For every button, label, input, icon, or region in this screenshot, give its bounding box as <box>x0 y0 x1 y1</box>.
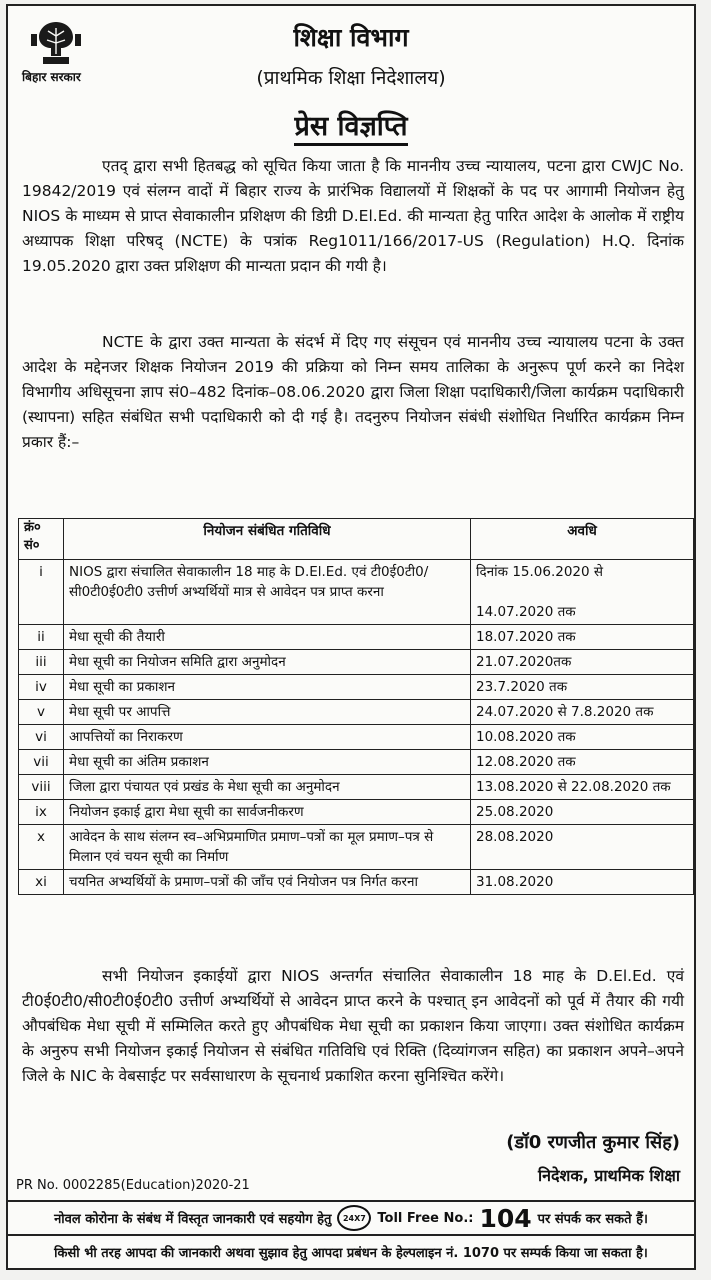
24x7-badge-icon: 24X7 <box>337 1205 371 1231</box>
pr-number: PR No. 0002285(Education)2020-21 <box>16 1178 250 1193</box>
table-header-row <box>19 519 694 560</box>
disaster-helpline-text: किसी भी तरह आपदा की जानकारी अथवा सुझाव हेतु आपदा प्रबंधन के हेल्पलाइन नं. 1070 पर सम्पर्क किया जा सकता है। <box>54 1246 648 1261</box>
row-serial: viii <box>19 775 64 800</box>
row-activity: चयनित अभ्यर्थियों के प्रमाण–पत्रों की जाँच एवं नियोजन पत्र निर्गत करना <box>64 870 471 895</box>
signatory-name: (डॉ0 रणजीत कुमार सिंह) <box>506 1132 680 1153</box>
press-release-sheet <box>6 4 696 1270</box>
row-serial: x <box>19 825 64 870</box>
table-row <box>19 750 694 775</box>
table-row <box>19 870 694 895</box>
table-row <box>19 775 694 800</box>
row-serial: iii <box>19 650 64 675</box>
row-activity: मेधा सूची का प्रकाशन <box>64 675 471 700</box>
disaster-helpline-banner <box>8 1234 694 1270</box>
table-row <box>19 625 694 650</box>
table-row <box>19 825 694 870</box>
period-header: अवधि <box>471 519 694 560</box>
activity-header: नियोजन संबंधित गतिविधि <box>64 519 471 560</box>
row-serial: iv <box>19 675 64 700</box>
row-period: दिनांक 15.06.2020 से 14.07.2020 तक <box>471 560 694 625</box>
row-period: 10.08.2020 तक <box>471 725 694 750</box>
serial-header: क्रं० सं० <box>19 519 64 560</box>
row-activity: आपत्तियों का निराकरण <box>64 725 471 750</box>
row-period: 21.07.2020तक <box>471 650 694 675</box>
row-serial: vi <box>19 725 64 750</box>
department-title: शिक्षा विभाग <box>293 23 409 52</box>
row-serial: xi <box>19 870 64 895</box>
row-activity: जिला द्वारा पंचायत एवं प्रखंड के मेधा सूची का अनुमोदन <box>64 775 471 800</box>
row-period: 24.07.2020 से 7.8.2020 तक <box>471 700 694 725</box>
table-row <box>19 675 694 700</box>
row-activity: NIOS द्वारा संचालित सेवाकालीन 18 माह के D.El.Ed. एवं टी0ई0टी0/सी0टी0ई0टी0 उत्तीर्ण अभ्यर्थियों मात्र से आवेदन पत्र प्राप्त करना <box>64 560 471 625</box>
toll-free-label: Toll Free No.: <box>377 1210 474 1226</box>
row-period: 12.08.2020 तक <box>471 750 694 775</box>
table-row <box>19 560 694 625</box>
row-serial: vii <box>19 750 64 775</box>
table-row <box>19 700 694 725</box>
closing-paragraph: सभी नियोजन इकाईयों द्वारा NIOS अन्तर्गत संचालित सेवाकालीन 18 माह के D.El.Ed. एवं टी0ई0टी0/सी0टी0ई0टी0 उत्तीर्ण अभ्यर्थियों से आवेदन प्राप्त करने के पश्चात् इन आवेदनों को पूर्व में तैयार की गयी औपबंधिक मेधा सूची में सम्मिलित करते हुए औपबंधिक मेधा सूची का प्रकाशन किया जाएगा। उक्त संशोधित कार्यक्रम के अनुरुप सभी नियोजन इकाई नियोजन से संबंधित गतिविधि एवं रिक्ति (दिव्यांगजन सहित) का प्रकाशन अपने–अपने जिले के NIC के वेबसाईट पर सर्वसाधारण के सूचनार्थ प्रकाशित करना सुनिश्चित करेंगे। <box>22 967 684 1085</box>
row-period: 25.08.2020 <box>471 800 694 825</box>
row-period: 23.7.2020 तक <box>471 675 694 700</box>
row-period: 28.08.2020 <box>471 825 694 870</box>
schedule-table <box>18 518 694 895</box>
signature-block <box>506 1130 680 1186</box>
row-period: 18.07.2020 तक <box>471 625 694 650</box>
logo-caption: बिहार सरकार <box>22 70 81 84</box>
directorate-subtitle: (प्राथमिक शिक्षा निदेशालय) <box>256 67 446 89</box>
row-serial: i <box>19 560 64 625</box>
row-serial: ii <box>19 625 64 650</box>
directive-paragraph: NCTE के द्वारा उक्त मान्यता के संदर्भ में दिए गए संसूचन एवं माननीय उच्च न्यायालय पटना के उक्त आदेश के मद्देनजर शिक्षक नियोजन 2019 की प्रक्रिया को निम्न समय तालिका के अनुरूप पूर्ण करने का निदेश विभागीय अधिसूचना ज्ञाप सं0–482 दिनांक–08.06.2020 द्वारा जिला शिक्षा पदाधिकारी/जिला कार्यक्रम पदाधिकारी (स्थापना) सहित संबंधित सभी पदाधिकारी को दी गई है। तदनुरुप नियोजन संबंधी संशोधित निर्धारित कार्यक्रम निम्न प्रकार हैं:– <box>22 333 684 451</box>
row-activity: नियोजन इकाई द्वारा मेधा सूची का सार्वजनीकरण <box>64 800 471 825</box>
table-row <box>19 800 694 825</box>
table-row <box>19 725 694 750</box>
row-serial: ix <box>19 800 64 825</box>
row-activity: मेधा सूची पर आपत्ति <box>64 700 471 725</box>
row-serial: v <box>19 700 64 725</box>
row-activity: मेधा सूची की तैयारी <box>64 625 471 650</box>
toll-free-number: 104 <box>479 1203 532 1233</box>
covid-text: नोवल कोरोना के संबंध में विस्तृत जानकारी एवं सहयोग हेतु <box>54 1212 332 1227</box>
row-activity: आवेदन के साथ संलग्न स्व–अभिप्रमाणित प्रमाण–पत्रों का मूल प्रमाण–पत्र से मिलान एवं चयन सूची का निर्माण <box>64 825 471 870</box>
covid-helpline-banner <box>8 1200 694 1236</box>
row-activity: मेधा सूची का नियोजन समिति द्वारा अनुमोदन <box>64 650 471 675</box>
press-release-heading: प्रेस विज्ञप्ति <box>8 106 694 143</box>
row-period: 13.08.2020 से 22.08.2020 तक <box>471 775 694 800</box>
row-period: 31.08.2020 <box>471 870 694 895</box>
contact-text: पर संपर्क कर सकते हैं। <box>537 1212 648 1227</box>
table-row <box>19 650 694 675</box>
signatory-designation: निदेशक, प्राथमिक शिक्षा <box>537 1166 680 1185</box>
intro-paragraph: एतद् द्वारा सभी हितबद्ध को सूचित किया जाता है कि माननीय उच्च न्यायालय, पटना द्वारा CWJC No. 19842/2019 एवं संलग्न वादों में बिहार राज्य के प्रारंभिक विद्यालयों में शिक्षकों के पद पर आगामी नियोजन हेतु NIOS के माध्यम से प्राप्त सेवाकालीन प्रशिक्षण की डिग्री D.El.Ed. की मान्यता हेतु पारित आदेश के आलोक में राष्ट्रीय अध्यापक शिक्षा परिषद् (NCTE) के पत्रांक Reg1011/166/2017-US (Regulation) H.Q. दिनांक 19.05.2020 द्वारा उक्त प्रशिक्षण की मान्यता प्रदान की गयी है। <box>22 157 684 275</box>
row-activity: मेधा सूची का अंतिम प्रकाशन <box>64 750 471 775</box>
